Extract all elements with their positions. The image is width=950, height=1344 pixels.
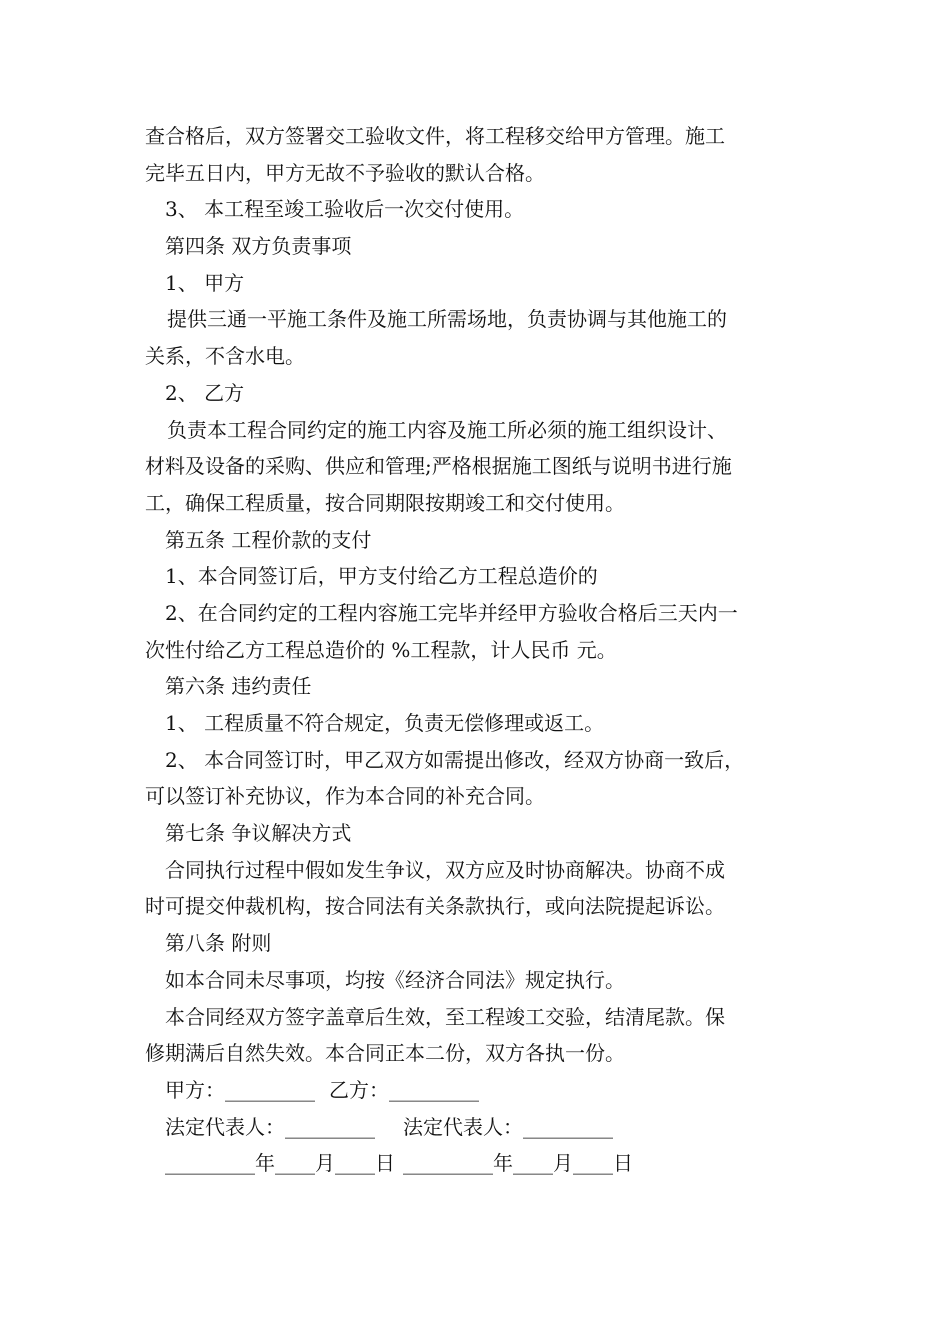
text-line: 次性付给乙方工程总造价的 %工程款，计人民币 元。 xyxy=(145,637,617,662)
text-line: 1、本合同签订后，甲方支付给乙方工程总造价的 xyxy=(165,564,598,589)
text-line: 可以签订补充协议，作为本合同的补充合同。 xyxy=(145,784,545,809)
text-line: 提供三通一平施工条件及施工所需场地，负责协调与其他施工的 xyxy=(167,307,727,332)
text-line: 完毕五日内，甲方无故不予验收的默认合格。 xyxy=(145,160,545,185)
text-line: 1、 甲方 xyxy=(165,270,245,295)
text-line: 时可提交仲裁机构，按合同法有关条款执行，或向法院提起诉讼。 xyxy=(145,894,725,919)
section-heading: 第八条 附则 xyxy=(165,931,272,956)
text-line: 1、 工程质量不符合规定，负责无偿修理或返工。 xyxy=(165,711,605,735)
signature-representatives-line xyxy=(0,1109,950,1146)
document-page xyxy=(0,118,950,1182)
signature-dates-line xyxy=(0,1145,950,1182)
date-a: _________年____月____日 xyxy=(165,1151,395,1176)
section-heading: 第五条 工程价款的支付 xyxy=(165,527,372,552)
text-line: 查合格后，双方签署交工验收文件，将工程移交给甲方管理。施工 xyxy=(145,124,725,148)
text-line: 2、在合同约定的工程内容施工完毕并经甲方验收合格后三天内一 xyxy=(165,600,738,625)
text-line: 3、 本工程至竣工验收后一次交付使用。 xyxy=(165,197,525,222)
text-line: 工，确保工程质量，按合同期限按期竣工和交付使用。 xyxy=(145,490,625,515)
rep-a-signature: 法定代表人：_________ xyxy=(165,1114,375,1139)
rep-b-signature: 法定代表人：_________ xyxy=(403,1114,613,1139)
text-line: 2、 乙方 xyxy=(165,380,245,405)
text-line: 如本合同未尽事项，均按《经济合同法》规定执行。 xyxy=(165,967,625,992)
section-heading: 第七条 争议解决方式 xyxy=(165,821,352,846)
party-b-signature: 乙方：_________ xyxy=(329,1077,479,1102)
section-heading: 第四条 双方负责事项 xyxy=(165,234,352,259)
section-heading: 第六条 违约责任 xyxy=(165,674,312,699)
text-line: 合同执行过程中假如发生争议，双方应及时协商解决。协商不成 xyxy=(165,857,725,882)
text-line: 负责本工程合同约定的施工内容及施工所必须的施工组织设计、 xyxy=(167,417,727,442)
text-line: 修期满后自然失效。本合同正本二份，双方各执一份。 xyxy=(145,1041,625,1066)
text-line: 本合同经双方签字盖章后生效，至工程竣工交验，结清尾款。保 xyxy=(165,1004,725,1029)
party-a-signature: 甲方：_________ xyxy=(165,1077,315,1102)
signature-parties-line xyxy=(0,1072,950,1109)
text-line: 材料及设备的采购、供应和管理;严格根据施工图纸与说明书进行施 xyxy=(145,454,732,479)
text-line: 关系，不含水电。 xyxy=(145,344,305,369)
text-line: 2、 本合同签订时，甲乙双方如需提出修改，经双方协商一致后， xyxy=(165,747,745,772)
date-b: _________年____月____日 xyxy=(403,1151,633,1176)
